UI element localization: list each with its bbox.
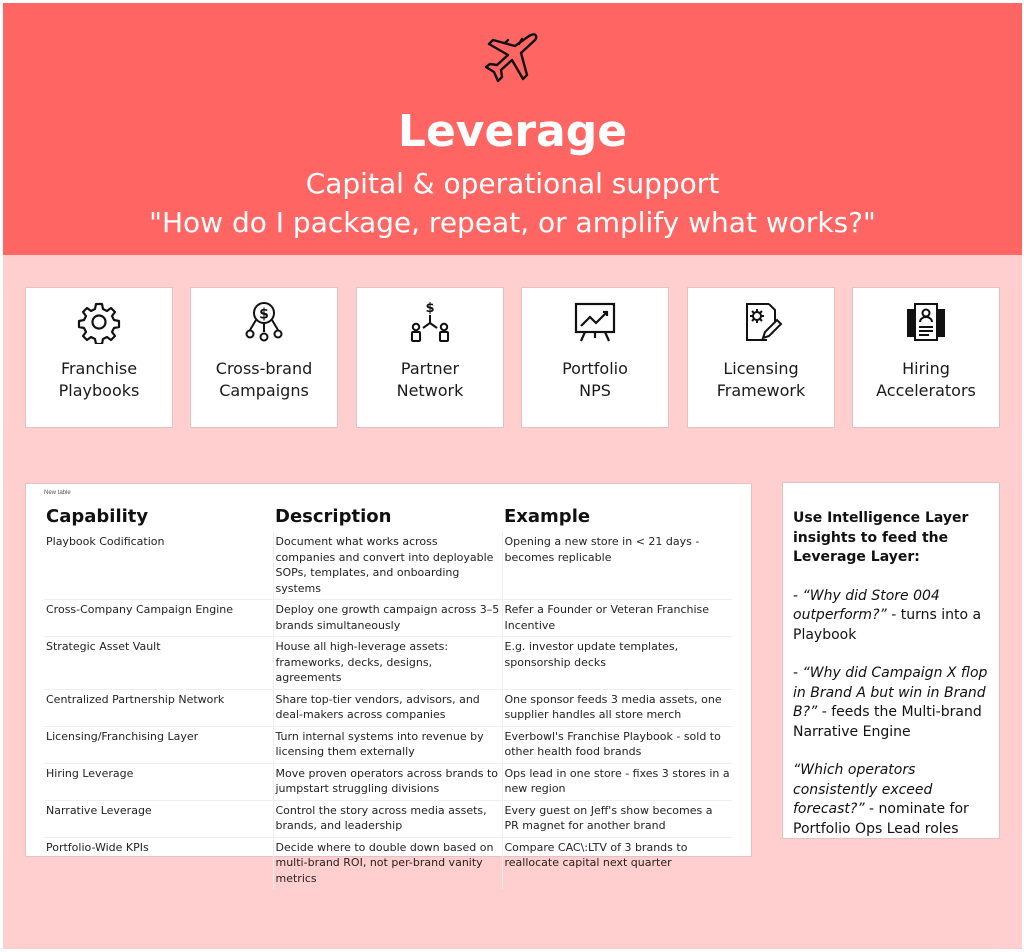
cell-description: Share top-tier vendors, advisors, and deal-makers across companies: [273, 689, 502, 726]
cell-capability: Centralized Partnership Network: [44, 689, 273, 726]
note-lead: Use Intelligence Layer insights to feed the Leverage Layer:: [793, 510, 969, 565]
note-rest: - turns into a Playbook: [793, 607, 982, 643]
cell-capability: Hiring Leverage: [44, 763, 273, 800]
page-subtitle: Capital & operational support: [305, 167, 720, 200]
card-partner-network[interactable]: [356, 287, 504, 428]
note-quote: “Why did Campaign X flop in Brand A but win in Brand B?”: [793, 665, 988, 720]
table-row: [44, 837, 732, 889]
cell-capability: Cross-Company Campaign Engine: [44, 600, 273, 637]
table-header-row: [44, 500, 732, 532]
column-header-capability: Capability: [46, 506, 149, 527]
card-label-line1: Hiring: [902, 359, 950, 378]
cell-description: Control the story across media assets, brands, and leadership: [273, 800, 502, 837]
note-item: [793, 761, 989, 839]
cell-description: Deploy one growth campaign across 3–5 brands simultaneously: [273, 600, 502, 637]
cell-capability: Narrative Leverage: [44, 800, 273, 837]
card-licensing-framework[interactable]: [687, 287, 835, 428]
table-row: [44, 532, 732, 600]
table-row: [44, 637, 732, 690]
cell-description: Move proven operators across brands to jumpstart struggling divisions: [273, 763, 502, 800]
note-prefix: -: [793, 587, 803, 604]
cell-example: Compare CAC\:LTV of 3 brands to reallocate capital next quarter: [504, 840, 688, 869]
cell-description: Turn internal systems into revenue by licensing them externally: [273, 726, 502, 763]
note-rest: - feeds the Multi-brand Narrative Engine: [793, 704, 982, 740]
card-label-line2: Playbooks: [58, 381, 140, 400]
intelligence-layer-note: [782, 482, 1000, 839]
cell-capability: Licensing/Franchising Layer: [44, 726, 273, 763]
table-name: New table: [44, 490, 71, 496]
note-rest: - nominate for Portfolio Ops Lead roles: [793, 801, 969, 837]
note-item: [793, 587, 989, 646]
note-item: [793, 664, 989, 742]
leverage-header: [3, 3, 1022, 255]
card-label-line2: Framework: [716, 381, 806, 400]
card-hiring-accelerators[interactable]: [852, 287, 1000, 428]
card-cross-brand-campaigns[interactable]: [190, 287, 338, 428]
cell-description: Decide where to double down based on multi-brand ROI, not per-brand vanity metrics: [273, 837, 502, 889]
airplane-icon: [481, 27, 541, 87]
page-title: Leverage: [397, 106, 628, 157]
presentation-chart-icon: [573, 300, 617, 344]
cell-example: E.g. investor update templates, sponsorship decks: [502, 637, 732, 690]
cell-example: Refer a Founder or Veteran Franchise Incentive: [502, 600, 732, 637]
cell-example: Every guest on Jeff's show becomes a PR magnet for another brand: [502, 800, 732, 837]
card-label-line1: Cross-brand: [215, 359, 313, 378]
cell-capability: Strategic Asset Vault: [44, 637, 273, 690]
table-row: [44, 689, 732, 726]
column-header-example: Example: [504, 506, 591, 527]
card-label-line1: Licensing: [723, 359, 799, 378]
card-portfolio-nps[interactable]: [521, 287, 669, 428]
card-label-line2: Campaigns: [219, 381, 309, 400]
cell-capability: Playbook Codification: [44, 532, 273, 600]
capability-table-card: [25, 483, 752, 885]
column-header-description: Description: [275, 506, 392, 527]
partner-network-icon: [408, 300, 452, 344]
note-quote: “Why did Store 004 outperform?”: [793, 587, 940, 623]
card-label-line2: Network: [396, 381, 464, 400]
gear-icon: [77, 300, 121, 344]
card-label-line2: Accelerators: [876, 381, 976, 400]
cell-capability: Portfolio-Wide KPIs: [44, 837, 273, 889]
table-row: [44, 600, 732, 637]
card-label-line2: NPS: [579, 381, 611, 400]
card-franchise-playbooks[interactable]: [25, 287, 173, 428]
svg-text:$: $: [259, 306, 269, 323]
cell-description: House all high-leverage assets: frameworks, decks, designs, agreements: [273, 637, 502, 690]
card-label-line1: Franchise: [60, 359, 138, 378]
table-row: [44, 726, 732, 763]
document-gear-icon: [739, 300, 783, 344]
cell-example: Everbowl's Franchise Playbook - sold to other health food brands: [502, 726, 732, 763]
cell-example: Ops lead in one store - fixes 3 stores in a new region: [502, 763, 732, 800]
cell-example: Opening a new store in < 21 days - becomes replicable: [502, 532, 732, 600]
table-row: [44, 800, 732, 837]
cell-description: Document what works across companies and convert into deployable SOPs, templates, and onboarding systems: [273, 532, 502, 600]
card-label-line1: Partner: [400, 359, 460, 378]
board-canvas: [3, 3, 1022, 949]
svg-text:$: $: [425, 301, 435, 316]
page-question: "How do I package, repeat, or amplify what works?": [149, 206, 876, 239]
note-prefix: -: [793, 665, 803, 681]
capability-table: [44, 500, 732, 889]
resume-icon: [904, 300, 948, 344]
card-label-line1: Portfolio: [562, 359, 628, 378]
cell-example: One sponsor feeds 3 media assets, one supplier handles all store merch: [502, 689, 732, 726]
table-row: [44, 763, 732, 800]
note-quote: “Which operators consistently exceed forecast?”: [793, 762, 933, 817]
dollar-network-icon: [242, 300, 286, 344]
